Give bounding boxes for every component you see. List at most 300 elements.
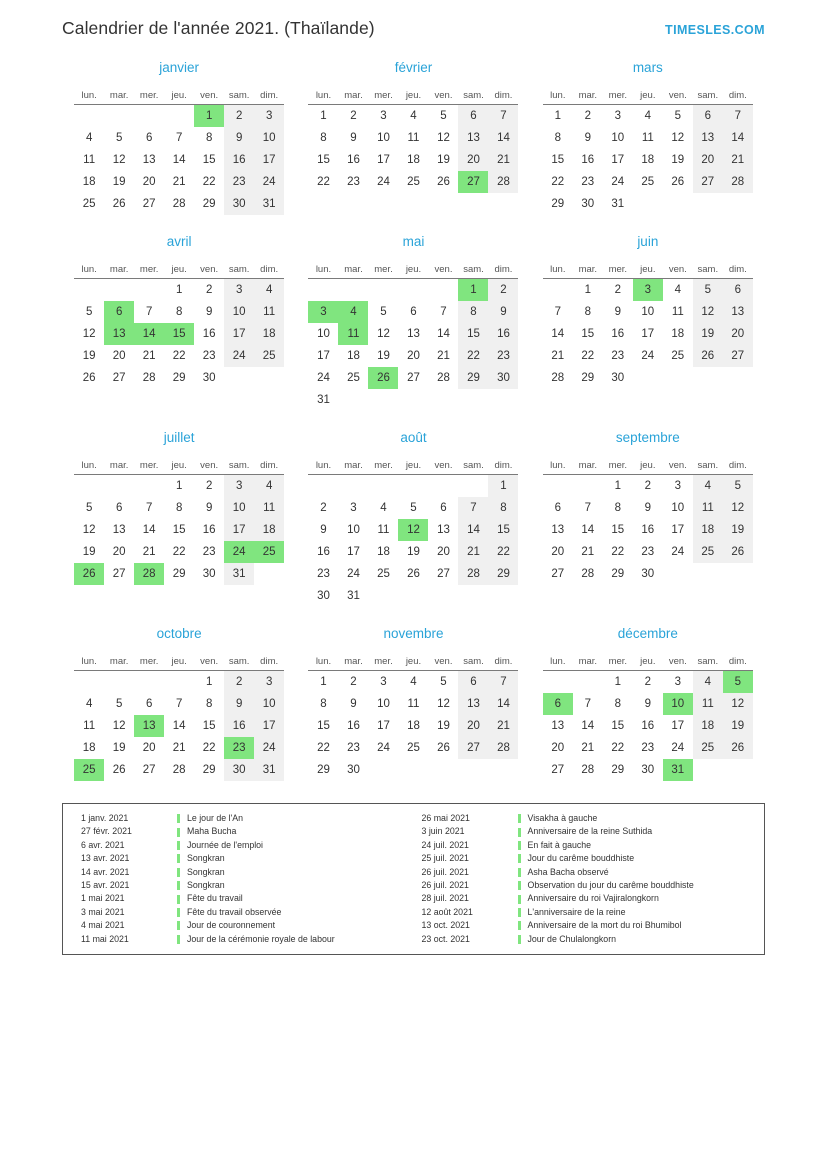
day-cell[interactable]: 8 — [320, 698, 327, 710]
day-cell[interactable]: 23 — [224, 171, 254, 193]
day-cell[interactable]: 6 — [115, 502, 123, 514]
day-cell[interactable]: 7 — [554, 306, 562, 318]
day-cell[interactable]: 8 — [320, 132, 327, 144]
day-cell[interactable]: 2 — [320, 502, 327, 514]
day-cell[interactable]: 18 — [693, 715, 723, 737]
day-cell[interactable]: 4 — [410, 676, 417, 688]
day-cell[interactable]: 19 — [693, 323, 723, 345]
day-cell[interactable]: 18 — [641, 154, 655, 166]
day-cell[interactable]: 21 — [488, 149, 518, 171]
day-cell[interactable]: 23 — [611, 350, 625, 362]
day-cell[interactable]: 31 — [254, 193, 284, 215]
day-cell[interactable]: 7 — [488, 105, 518, 128]
day-cell[interactable]: 28 — [723, 171, 753, 193]
day-cell[interactable]: 15 — [172, 524, 186, 536]
day-cell[interactable]: 24 — [671, 546, 685, 558]
day-cell[interactable]: 20 — [437, 546, 450, 558]
day-cell[interactable]: 14 — [488, 693, 518, 715]
day-cell[interactable]: 8 — [584, 306, 592, 318]
day-cell[interactable]: 19 — [437, 154, 450, 166]
day-cell[interactable]: 20 — [407, 350, 420, 362]
day-cell[interactable]: 26 — [723, 541, 753, 563]
day-cell[interactable]: 3 — [254, 671, 284, 694]
day-cell[interactable]: 11 — [693, 497, 723, 519]
day-cell[interactable]: 8 — [488, 497, 518, 519]
day-cell[interactable]: 27 — [142, 764, 156, 776]
day-cell[interactable]: 27 — [112, 372, 126, 384]
day-cell-holiday[interactable]: 1 — [458, 279, 488, 302]
day-cell[interactable]: 15 — [581, 328, 595, 340]
day-cell[interactable]: 13 — [551, 524, 565, 536]
day-cell[interactable]: 15 — [317, 154, 330, 166]
day-cell[interactable]: 7 — [145, 306, 153, 318]
day-cell[interactable]: 21 — [581, 742, 595, 754]
day-cell[interactable]: 8 — [205, 698, 213, 710]
day-cell[interactable]: 2 — [224, 671, 254, 694]
day-cell-holiday[interactable]: 4 — [338, 301, 368, 323]
day-cell[interactable]: 16 — [317, 546, 330, 558]
day-cell[interactable]: 25 — [347, 372, 360, 384]
day-cell-holiday[interactable]: 12 — [398, 519, 428, 541]
day-cell[interactable]: 16 — [641, 524, 655, 536]
day-cell[interactable]: 27 — [458, 737, 488, 759]
day-cell[interactable]: 2 — [584, 110, 592, 122]
day-cell[interactable]: 26 — [407, 568, 420, 580]
day-cell[interactable]: 7 — [175, 132, 183, 144]
day-cell[interactable]: 13 — [458, 127, 488, 149]
day-cell[interactable]: 12 — [82, 524, 96, 536]
day-cell-holiday[interactable]: 23 — [224, 737, 254, 759]
day-cell[interactable]: 6 — [723, 279, 753, 302]
day-cell[interactable]: 4 — [254, 279, 284, 302]
day-cell[interactable]: 5 — [380, 306, 387, 318]
day-cell[interactable]: 8 — [175, 306, 183, 318]
day-cell[interactable]: 29 — [458, 367, 488, 389]
day-cell[interactable]: 27 — [437, 568, 450, 580]
day-cell[interactable]: 21 — [723, 149, 753, 171]
day-cell[interactable]: 9 — [224, 693, 254, 715]
day-cell[interactable]: 28 — [172, 198, 186, 210]
day-cell[interactable]: 1 — [584, 284, 592, 296]
day-cell[interactable]: 18 — [693, 519, 723, 541]
day-cell[interactable]: 1 — [614, 480, 622, 492]
day-cell[interactable]: 13 — [693, 127, 723, 149]
day-cell[interactable]: 17 — [254, 715, 284, 737]
day-cell[interactable]: 15 — [551, 154, 565, 166]
day-cell[interactable]: 2 — [350, 110, 357, 122]
day-cell[interactable]: 24 — [377, 176, 390, 188]
day-cell[interactable]: 2 — [205, 480, 213, 492]
day-cell-holiday[interactable]: 26 — [368, 367, 398, 389]
day-cell[interactable]: 11 — [693, 693, 723, 715]
day-cell[interactable]: 1 — [488, 475, 518, 498]
day-cell[interactable]: 21 — [488, 715, 518, 737]
day-cell[interactable]: 28 — [142, 372, 156, 384]
day-cell[interactable]: 20 — [693, 149, 723, 171]
day-cell[interactable]: 20 — [551, 546, 565, 558]
day-cell[interactable]: 3 — [674, 676, 682, 688]
day-cell[interactable]: 9 — [350, 698, 357, 710]
day-cell[interactable]: 16 — [347, 720, 360, 732]
day-cell[interactable]: 16 — [581, 154, 595, 166]
day-cell[interactable]: 7 — [440, 306, 447, 318]
day-cell[interactable]: 10 — [377, 698, 390, 710]
day-cell[interactable]: 5 — [115, 132, 123, 144]
day-cell[interactable]: 6 — [458, 105, 488, 128]
day-cell[interactable]: 5 — [85, 306, 93, 318]
day-cell[interactable]: 14 — [458, 519, 488, 541]
day-cell[interactable]: 23 — [581, 176, 595, 188]
day-cell[interactable]: 25 — [407, 742, 420, 754]
day-cell[interactable]: 21 — [172, 742, 186, 754]
day-cell-holiday[interactable]: 14 — [134, 323, 164, 345]
day-cell[interactable]: 19 — [377, 350, 390, 362]
day-cell[interactable]: 6 — [554, 502, 562, 514]
day-cell[interactable]: 20 — [112, 350, 126, 362]
day-cell-holiday[interactable]: 31 — [663, 759, 693, 781]
day-cell[interactable]: 13 — [458, 693, 488, 715]
day-cell[interactable]: 1 — [175, 480, 183, 492]
day-cell[interactable]: 3 — [674, 480, 682, 492]
day-cell[interactable]: 24 — [224, 345, 254, 367]
day-cell[interactable]: 17 — [641, 328, 655, 340]
day-cell[interactable]: 17 — [611, 154, 625, 166]
day-cell[interactable]: 12 — [377, 328, 390, 340]
day-cell[interactable]: 14 — [581, 720, 595, 732]
day-cell[interactable]: 2 — [224, 105, 254, 128]
day-cell[interactable]: 7 — [584, 502, 592, 514]
day-cell-holiday[interactable]: 11 — [338, 323, 368, 345]
day-cell[interactable]: 17 — [671, 524, 685, 536]
day-cell[interactable]: 26 — [82, 372, 96, 384]
day-cell[interactable]: 9 — [644, 502, 652, 514]
day-cell[interactable]: 11 — [641, 132, 654, 144]
day-cell[interactable]: 11 — [83, 154, 96, 166]
day-cell[interactable]: 11 — [671, 306, 684, 318]
day-cell[interactable]: 3 — [380, 110, 387, 122]
day-cell[interactable]: 14 — [581, 524, 595, 536]
day-cell[interactable]: 26 — [437, 742, 450, 754]
day-cell[interactable]: 17 — [254, 149, 284, 171]
day-cell[interactable]: 4 — [380, 502, 387, 514]
day-cell[interactable]: 19 — [407, 546, 420, 558]
day-cell[interactable]: 6 — [693, 105, 723, 128]
day-cell[interactable]: 20 — [551, 742, 565, 754]
day-cell[interactable]: 26 — [437, 176, 450, 188]
day-cell[interactable]: 29 — [581, 372, 595, 384]
day-cell-holiday[interactable]: 10 — [663, 693, 693, 715]
day-cell[interactable]: 17 — [224, 323, 254, 345]
day-cell[interactable]: 13 — [551, 720, 565, 732]
day-cell[interactable]: 26 — [723, 737, 753, 759]
day-cell[interactable]: 30 — [641, 568, 655, 580]
day-cell[interactable]: 5 — [410, 502, 417, 514]
day-cell[interactable]: 25 — [254, 345, 284, 367]
day-cell[interactable]: 4 — [85, 132, 93, 144]
day-cell[interactable]: 5 — [674, 110, 682, 122]
day-cell[interactable]: 22 — [611, 742, 625, 754]
day-cell[interactable]: 4 — [410, 110, 417, 122]
day-cell[interactable]: 22 — [317, 176, 330, 188]
day-cell[interactable]: 1 — [320, 676, 327, 688]
day-cell[interactable]: 10 — [377, 132, 390, 144]
day-cell[interactable]: 24 — [611, 176, 625, 188]
day-cell[interactable]: 29 — [488, 563, 518, 585]
day-cell[interactable]: 4 — [85, 698, 93, 710]
day-cell-holiday[interactable]: 24 — [224, 541, 254, 563]
day-cell[interactable]: 6 — [145, 698, 153, 710]
day-cell[interactable]: 12 — [693, 301, 723, 323]
day-cell[interactable]: 18 — [254, 323, 284, 345]
day-cell[interactable]: 24 — [377, 742, 390, 754]
day-cell[interactable]: 7 — [175, 698, 183, 710]
day-cell[interactable]: 4 — [693, 475, 723, 498]
day-cell[interactable]: 19 — [671, 154, 685, 166]
day-cell[interactable]: 23 — [488, 345, 518, 367]
day-cell[interactable]: 10 — [671, 502, 685, 514]
day-cell[interactable]: 2 — [205, 284, 213, 296]
day-cell-holiday[interactable]: 5 — [723, 671, 753, 694]
day-cell[interactable]: 21 — [142, 350, 156, 362]
day-cell[interactable]: 19 — [437, 720, 450, 732]
day-cell[interactable]: 21 — [142, 546, 156, 558]
day-cell[interactable]: 5 — [85, 502, 93, 514]
day-cell[interactable]: 19 — [723, 715, 753, 737]
day-cell-holiday[interactable]: 15 — [164, 323, 194, 345]
day-cell[interactable]: 23 — [202, 350, 216, 362]
day-cell[interactable]: 14 — [437, 328, 450, 340]
day-cell[interactable]: 18 — [254, 519, 284, 541]
day-cell[interactable]: 9 — [644, 698, 652, 710]
day-cell[interactable]: 3 — [350, 502, 357, 514]
day-cell[interactable]: 20 — [723, 323, 753, 345]
day-cell[interactable]: 4 — [674, 284, 682, 296]
day-cell[interactable]: 17 — [377, 154, 390, 166]
day-cell[interactable]: 29 — [172, 568, 186, 580]
day-cell[interactable]: 28 — [581, 568, 595, 580]
day-cell[interactable]: 30 — [202, 372, 216, 384]
day-cell[interactable]: 22 — [581, 350, 595, 362]
day-cell[interactable]: 16 — [202, 524, 216, 536]
day-cell[interactable]: 23 — [347, 176, 360, 188]
day-cell[interactable]: 2 — [488, 279, 518, 302]
day-cell[interactable]: 9 — [205, 502, 213, 514]
day-cell[interactable]: 4 — [693, 671, 723, 694]
day-cell[interactable]: 19 — [112, 742, 126, 754]
day-cell[interactable]: 3 — [224, 475, 254, 498]
day-cell[interactable]: 17 — [317, 350, 330, 362]
day-cell[interactable]: 31 — [347, 590, 360, 602]
day-cell[interactable]: 13 — [723, 301, 753, 323]
day-cell[interactable]: 17 — [377, 720, 390, 732]
day-cell[interactable]: 12 — [723, 693, 753, 715]
day-cell[interactable]: 2 — [614, 284, 622, 296]
day-cell[interactable]: 9 — [614, 306, 622, 318]
day-cell[interactable]: 29 — [551, 198, 565, 210]
day-cell[interactable]: 1 — [175, 284, 183, 296]
day-cell[interactable]: 29 — [172, 372, 186, 384]
day-cell[interactable]: 12 — [112, 154, 126, 166]
day-cell[interactable]: 8 — [614, 502, 622, 514]
day-cell-holiday[interactable]: 6 — [104, 301, 134, 323]
day-cell[interactable]: 5 — [440, 676, 447, 688]
day-cell[interactable]: 19 — [82, 350, 96, 362]
day-cell[interactable]: 30 — [611, 372, 625, 384]
day-cell[interactable]: 20 — [142, 742, 156, 754]
day-cell[interactable]: 8 — [554, 132, 562, 144]
day-cell[interactable]: 31 — [317, 394, 330, 406]
day-cell[interactable]: 25 — [693, 737, 723, 759]
day-cell[interactable]: 15 — [611, 720, 625, 732]
day-cell[interactable]: 16 — [224, 715, 254, 737]
day-cell[interactable]: 2 — [644, 676, 652, 688]
day-cell[interactable]: 15 — [317, 720, 330, 732]
day-cell[interactable]: 30 — [317, 590, 330, 602]
day-cell[interactable]: 29 — [202, 764, 216, 776]
day-cell[interactable]: 11 — [407, 132, 420, 144]
day-cell[interactable]: 4 — [644, 110, 652, 122]
day-cell[interactable]: 27 — [551, 764, 565, 776]
day-cell[interactable]: 3 — [614, 110, 622, 122]
day-cell[interactable]: 21 — [551, 350, 565, 362]
day-cell[interactable]: 10 — [224, 497, 254, 519]
day-cell[interactable]: 18 — [407, 720, 420, 732]
day-cell[interactable]: 30 — [224, 193, 254, 215]
day-cell[interactable]: 22 — [611, 546, 625, 558]
day-cell[interactable]: 27 — [407, 372, 420, 384]
day-cell[interactable]: 22 — [202, 742, 216, 754]
day-cell[interactable]: 23 — [641, 742, 655, 754]
day-cell[interactable]: 18 — [82, 742, 96, 754]
day-cell[interactable]: 20 — [142, 176, 156, 188]
day-cell[interactable]: 31 — [611, 198, 625, 210]
day-cell[interactable]: 10 — [347, 524, 360, 536]
day-cell[interactable]: 14 — [551, 328, 565, 340]
day-cell[interactable]: 29 — [611, 568, 625, 580]
day-cell[interactable]: 14 — [172, 154, 186, 166]
day-cell[interactable]: 11 — [377, 524, 390, 536]
day-cell[interactable]: 15 — [488, 519, 518, 541]
day-cell[interactable]: 9 — [205, 306, 213, 318]
day-cell[interactable]: 22 — [551, 176, 565, 188]
day-cell[interactable]: 4 — [254, 475, 284, 498]
day-cell[interactable]: 12 — [437, 132, 450, 144]
day-cell[interactable]: 19 — [723, 519, 753, 541]
day-cell-holiday[interactable]: 13 — [134, 715, 164, 737]
day-cell[interactable]: 26 — [112, 764, 126, 776]
day-cell[interactable]: 11 — [254, 497, 284, 519]
day-cell[interactable]: 11 — [83, 720, 96, 732]
day-cell[interactable]: 14 — [142, 524, 156, 536]
day-cell[interactable]: 30 — [224, 759, 254, 781]
day-cell[interactable]: 10 — [254, 693, 284, 715]
day-cell[interactable]: 21 — [172, 176, 186, 188]
day-cell[interactable]: 26 — [693, 345, 723, 367]
day-cell[interactable]: 9 — [350, 132, 357, 144]
day-cell[interactable]: 5 — [693, 279, 723, 302]
day-cell[interactable]: 10 — [317, 328, 330, 340]
day-cell[interactable]: 27 — [693, 171, 723, 193]
day-cell[interactable]: 18 — [82, 176, 96, 188]
day-cell[interactable]: 24 — [254, 737, 284, 759]
day-cell-holiday[interactable]: 13 — [104, 323, 134, 345]
day-cell[interactable]: 22 — [172, 350, 186, 362]
day-cell-holiday[interactable]: 3 — [633, 279, 663, 302]
day-cell[interactable]: 21 — [458, 541, 488, 563]
day-cell[interactable]: 3 — [380, 676, 387, 688]
day-cell[interactable]: 23 — [641, 546, 655, 558]
day-cell[interactable]: 31 — [224, 563, 254, 585]
day-cell-holiday[interactable]: 26 — [74, 563, 104, 585]
day-cell[interactable]: 24 — [317, 372, 330, 384]
day-cell[interactable]: 28 — [488, 737, 518, 759]
day-cell[interactable]: 9 — [488, 301, 518, 323]
day-cell[interactable]: 29 — [317, 764, 330, 776]
day-cell[interactable]: 10 — [611, 132, 625, 144]
day-cell[interactable]: 13 — [112, 524, 126, 536]
day-cell[interactable]: 30 — [202, 568, 216, 580]
day-cell[interactable]: 27 — [551, 568, 565, 580]
day-cell[interactable]: 26 — [112, 198, 126, 210]
day-cell[interactable]: 17 — [347, 546, 360, 558]
day-cell[interactable]: 2 — [644, 480, 652, 492]
day-cell[interactable]: 9 — [320, 524, 327, 536]
day-cell[interactable]: 1 — [205, 676, 213, 688]
day-cell[interactable]: 3 — [254, 105, 284, 128]
day-cell[interactable]: 10 — [641, 306, 655, 318]
day-cell[interactable]: 13 — [407, 328, 420, 340]
day-cell[interactable]: 11 — [407, 698, 420, 710]
day-cell[interactable]: 13 — [142, 154, 156, 166]
day-cell[interactable]: 27 — [142, 198, 156, 210]
day-cell[interactable]: 14 — [172, 720, 186, 732]
day-cell[interactable]: 25 — [377, 568, 390, 580]
day-cell[interactable]: 28 — [551, 372, 565, 384]
day-cell[interactable]: 30 — [488, 367, 518, 389]
day-cell[interactable]: 25 — [693, 541, 723, 563]
day-cell[interactable]: 22 — [202, 176, 216, 188]
day-cell-holiday[interactable]: 6 — [543, 693, 573, 715]
day-cell[interactable]: 28 — [581, 764, 595, 776]
day-cell[interactable]: 15 — [458, 323, 488, 345]
day-cell[interactable]: 21 — [437, 350, 450, 362]
day-cell[interactable]: 28 — [172, 764, 186, 776]
day-cell[interactable]: 19 — [112, 176, 126, 188]
day-cell[interactable]: 10 — [254, 127, 284, 149]
day-cell[interactable]: 20 — [112, 546, 126, 558]
day-cell[interactable]: 24 — [254, 171, 284, 193]
day-cell[interactable]: 16 — [488, 323, 518, 345]
day-cell[interactable]: 2 — [350, 676, 357, 688]
day-cell[interactable]: 20 — [458, 149, 488, 171]
day-cell[interactable]: 20 — [458, 715, 488, 737]
day-cell[interactable]: 18 — [377, 546, 390, 558]
day-cell[interactable]: 1 — [554, 110, 562, 122]
day-cell[interactable]: 16 — [347, 154, 360, 166]
day-cell[interactable]: 1 — [614, 676, 622, 688]
day-cell[interactable]: 9 — [224, 127, 254, 149]
day-cell[interactable]: 27 — [723, 345, 753, 367]
day-cell[interactable]: 12 — [82, 328, 96, 340]
day-cell[interactable]: 8 — [614, 698, 622, 710]
day-cell[interactable]: 22 — [488, 541, 518, 563]
day-cell[interactable]: 14 — [723, 127, 753, 149]
day-cell[interactable]: 7 — [145, 502, 153, 514]
day-cell-holiday[interactable]: 3 — [308, 301, 338, 323]
day-cell[interactable]: 17 — [224, 519, 254, 541]
day-cell[interactable]: 24 — [641, 350, 655, 362]
day-cell-holiday[interactable]: 25 — [254, 541, 284, 563]
